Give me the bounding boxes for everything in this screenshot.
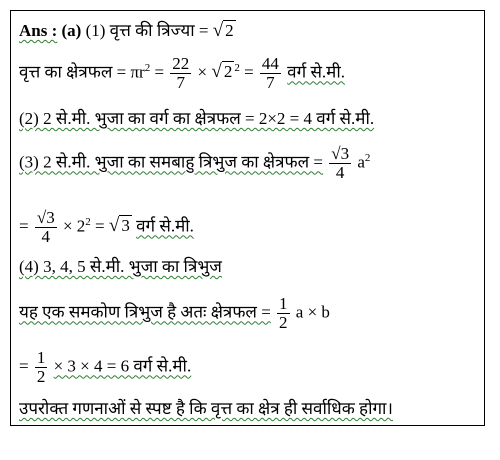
radius-text: वृत्त की त्रिज्या = bbox=[109, 21, 209, 40]
item-number: (1) bbox=[85, 21, 106, 40]
equals: = bbox=[154, 62, 165, 82]
conclusion-text: उपरोक्त गणनाओं से स्पष्ट है कि वृत्त का क्षेत्र ही सर्वाधिक होगा। bbox=[19, 399, 393, 418]
unit: वर्ग से.मी. bbox=[136, 216, 194, 236]
answer-line-1 bbox=[19, 21, 236, 41]
times: × bbox=[197, 62, 208, 82]
triangle-area-text: (3) 2 से.मी. भुजा का समबाहु त्रिभुज का क्षेत्रफल = bbox=[19, 152, 323, 172]
sqrt-2-squared: √ 2 bbox=[211, 61, 233, 83]
sqrt-2: √ 2 bbox=[212, 20, 234, 41]
fraction-sqrt3-4: $\frac{√3}{4}$ bbox=[331, 144, 350, 182]
square-area-text: (2) 2 से.मी. भुजा का वर्ग का क्षेत्रफल = 2×2 = 4 वर्ग से.मी. bbox=[19, 109, 375, 128]
fraction-44-7: $\frac{44}{7}$ bbox=[261, 54, 279, 92]
times-2: × 2 bbox=[62, 216, 86, 236]
triangle-heading: (4) 3, 4, 5 से.मी. भुजा का त्रिभुज bbox=[19, 257, 222, 276]
equals: = bbox=[244, 62, 254, 82]
exponent: 2 bbox=[144, 61, 151, 74]
answer-line-4: (3) 2 से.मी. भुजा का समबाहु त्रिभुज का क्षेत्रफल = $\frac{√3}{4}$ $a^2$ bbox=[19, 144, 371, 182]
right-triangle-text: यह एक समकोण त्रिभुज है अतः क्षेत्रफल = bbox=[19, 302, 271, 322]
part-label: (a) bbox=[61, 21, 82, 40]
unit: वर्ग से.मी. bbox=[287, 62, 346, 82]
answer-line-6 bbox=[19, 257, 222, 277]
ans-label: Ans : bbox=[19, 21, 58, 40]
equals: = bbox=[19, 216, 29, 236]
equals: = bbox=[19, 356, 29, 376]
answer-box bbox=[10, 10, 485, 426]
fraction-1-2: $\frac{1}{2}$ bbox=[36, 348, 46, 386]
answer-line-7 bbox=[19, 295, 330, 332]
fraction-22-7: $\frac{22}{7}$ bbox=[172, 54, 190, 92]
fraction-1-2: $\frac{1}{2}$ bbox=[279, 294, 288, 332]
variable-a: a bbox=[357, 152, 365, 172]
fraction-sqrt3-4: $\frac{√3}{4}$ bbox=[36, 208, 55, 246]
circle-area-label: वृत्त का क्षेत्रफल = πr bbox=[19, 62, 145, 82]
answer-line-5: = $\frac{√3}{4}$ × $2^2$ = √ 3 वर्ग से.मी. bbox=[19, 208, 194, 246]
a-times-b: a × b bbox=[295, 302, 330, 322]
result-6: × 3 × 4 = 6 वर्ग से.मी. bbox=[53, 356, 192, 376]
answer-line-9 bbox=[19, 399, 393, 419]
answer-line-8 bbox=[19, 349, 191, 386]
answer-line-3 bbox=[19, 109, 374, 129]
equals: = bbox=[95, 216, 105, 236]
answer-line-2: वृत्त का क्षेत्रफल = $\pi r^2$ = $\frac{22}{7}$ × √ 2 $^2$ = $\frac{44}{7}$ वर्ग से.मी. bbox=[19, 54, 346, 92]
sqrt-3: √ 3 bbox=[108, 215, 130, 237]
